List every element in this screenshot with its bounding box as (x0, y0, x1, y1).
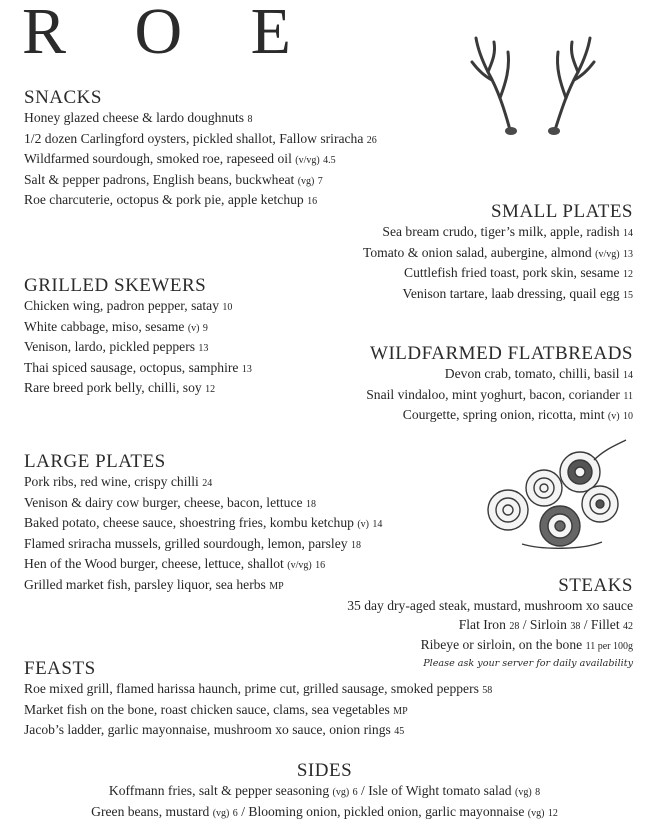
menu-item: 1/2 dozen Carlingford oysters, pickled shallot, Fallow sriracha 26 (24, 130, 377, 146)
large-plates-section (24, 451, 382, 597)
menu-item: Venison, lardo, pickled peppers 13 (24, 339, 209, 355)
menu-item: Chicken wing, padron pepper, satay 10 (24, 298, 233, 313)
menu-item: Hen of the Wood burger, cheese, lettuce, shallot (v/vg) 16 (24, 556, 326, 572)
feasts-heading: FEASTS (24, 658, 96, 679)
snacks-heading: SNACKS (24, 87, 102, 108)
menu-item: Salt & pepper padrons, English beans, buckwheat (vg) 7 (24, 171, 323, 187)
small-plates-heading: SMALL PLATES (490, 201, 633, 222)
antlers-illustration (470, 28, 600, 138)
menu-item: Thai spiced sausage, octopus, samphire 13 (24, 359, 252, 375)
menu-item: Pork ribs, red wine, crispy chilli 24 (24, 474, 213, 489)
menu-item: Flamed sriracha mussels, grilled sourdough, lemon, parsley 18 (24, 535, 361, 551)
menu-item: Grilled market fish, parsley liquor, sea herbs MP (24, 576, 284, 592)
menu-item: Tomato & onion salad, aubergine, almond (v/vg) 13 (363, 244, 633, 260)
restaurant-title: R O E (22, 0, 317, 68)
snacks-section (24, 87, 377, 212)
sides-section (0, 760, 649, 823)
flatbreads-section (366, 343, 633, 427)
menu-item: Roe mixed grill, flamed harissa haunch, prime cut, grilled sausage, smoked peppers 58 (24, 681, 493, 696)
menu-item: Roe charcuterie, octopus & pork pie, apple ketchup 16 (24, 192, 318, 208)
availability-note: Please ask your server for daily availability (423, 657, 633, 669)
menu-item: Honey glazed cheese & lardo doughnuts 8 (24, 110, 253, 125)
menu-item: Sea bream crudo, tiger’s milk, apple, radish 14 (382, 224, 633, 239)
menu-item: Jacob’s ladder, garlic mayonnaise, mushroom xo sauce, onion rings 45 (24, 722, 405, 738)
small-plates-section (363, 201, 633, 305)
sides-heading: SIDES (296, 760, 353, 781)
menu-item: Courgette, spring onion, ricotta, mint (v) 10 (402, 407, 633, 423)
menu-item: Venison & dairy cow burger, cheese, bacon, lettuce 18 (24, 494, 316, 510)
menu-item: Baked potato, cheese sauce, shoestring fries, kombu ketchup (v) 14 (24, 515, 383, 531)
steak-cuts: Flat Iron 28 / Sirloin 38 / Fillet 42 (458, 616, 633, 632)
flatbreads-heading: WILDFARMED FLATBREADS (370, 343, 633, 364)
steaks-heading: STEAKS (558, 575, 633, 596)
menu-item: White cabbage, miso, sesame (v) 9 (24, 318, 208, 334)
steak-on-the-bone: Ribeye or sirloin, on the bone 11 per 100g (420, 637, 633, 653)
menu-item: Market fish on the bone, roast chicken sauce, clams, sea vegetables MP (24, 701, 408, 717)
feasts-section (24, 658, 492, 742)
large-plates-heading: LARGE PLATES (24, 451, 166, 472)
menu-item: Venison tartare, laab dressing, quail egg 15 (402, 285, 633, 301)
sides-line: Koffmann fries, salt & pepper seasoning (vg) 6 / Isle of Wight tomato salad (vg) 8 (108, 783, 541, 798)
menu-item: Cuttlefish fried toast, pork skin, sesame 12 (404, 265, 633, 281)
steak-description: 35 day dry-aged steak, mustard, mushroom xo sauce (347, 598, 633, 613)
steaks-section (347, 575, 633, 671)
menu-item: Wildfarmed sourdough, smoked roe, rapeseed oil (v/vg) 4.5 (24, 151, 336, 167)
snails-illustration (482, 438, 632, 556)
menu-item: Rare breed pork belly, chilli, soy 12 (24, 380, 216, 396)
sides-line: Green beans, mustard (vg) 6 / Blooming onion, pickled onion, garlic mayonnaise (vg) 12 (91, 803, 558, 819)
grilled-skewers-section (24, 275, 252, 400)
grilled-skewers-heading: GRILLED SKEWERS (24, 275, 207, 296)
menu-item: Devon crab, tomato, chilli, basil 14 (444, 366, 633, 381)
menu-item: Snail vindaloo, mint yoghurt, bacon, coriander 11 (366, 386, 633, 402)
